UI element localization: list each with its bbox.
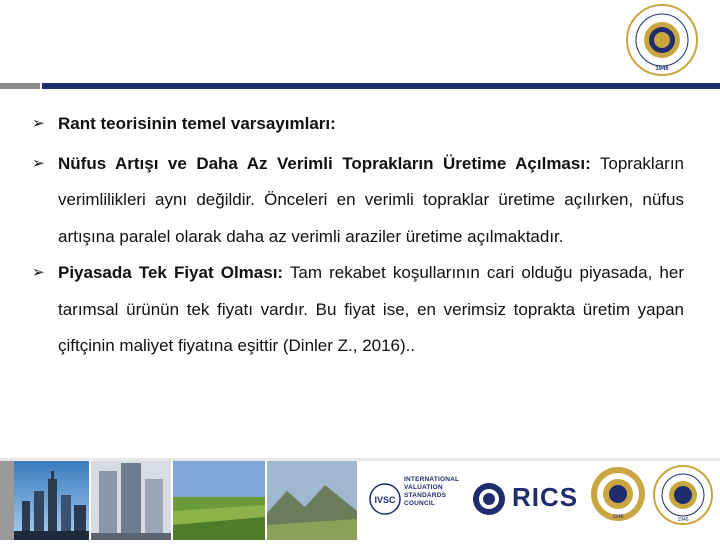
modern-towers-photo bbox=[91, 461, 171, 540]
logo-year: 1946 bbox=[655, 66, 669, 72]
ivsc-line: COUNCIL bbox=[404, 500, 436, 507]
ivsc-line: STANDARDS bbox=[404, 492, 447, 499]
bullet-item bbox=[32, 106, 684, 146]
header-divider-navy bbox=[42, 83, 720, 89]
arrow-bullet-icon: ➢ bbox=[32, 115, 45, 132]
bullet-heading: Piyasada Tek Fiyat Olması: bbox=[58, 263, 284, 282]
arrow-bullet-icon: ➢ bbox=[32, 264, 45, 281]
ivsc-line: VALUATION bbox=[404, 484, 443, 491]
rics-lion-icon bbox=[470, 466, 508, 532]
arrow-bullet-icon: ➢ bbox=[32, 154, 45, 172]
ankara-university-logo bbox=[625, 3, 699, 77]
bullet-text: Toprakların verimlilikleri aynı değildir. Önceleri en verimli topraklar üretime açılırken, nüfus artışına paralel olarak daha az verimli araziler üretime açılmaktadır. bbox=[58, 153, 684, 246]
bullet-heading: Rant teorisinin temel varsayımları: bbox=[58, 114, 336, 133]
bullet-item bbox=[32, 146, 684, 256]
gold-seal-logo bbox=[590, 463, 646, 525]
rics-label: RICS bbox=[512, 482, 579, 512]
footer-gray-block bbox=[0, 461, 14, 540]
mountain-landscape-photo bbox=[267, 461, 357, 540]
ivsc-name bbox=[404, 476, 464, 542]
seal-year: 1946 bbox=[612, 514, 624, 520]
ivsc-line: INTERNATIONAL bbox=[404, 476, 460, 483]
ivsc-abbr: IVSC bbox=[374, 495, 396, 505]
bullet-heading: Nüfus Artışı ve Daha Az Verimli Toprakların Üretime Açılması: bbox=[58, 153, 591, 173]
bullet-text: Tam rekabet koşullarının cari olduğu piyasada, her tarımsal ürünün tek fiyatı vardır. Bu fiyat ise, en verimsiz toprakta üretim yapan çiftçinin maliyet fiyatına eşittir (Dinler Z., 2016).. bbox=[58, 263, 684, 355]
slide-content bbox=[32, 106, 684, 365]
green-fields-photo bbox=[173, 461, 265, 540]
ivsc-logo-icon bbox=[368, 466, 402, 532]
ankara-university-seal bbox=[652, 463, 714, 527]
city-skyline-photo bbox=[14, 461, 89, 540]
header-divider-gray bbox=[0, 83, 40, 89]
seal2-year: 1946 bbox=[677, 517, 689, 523]
bullet-item bbox=[32, 255, 684, 365]
